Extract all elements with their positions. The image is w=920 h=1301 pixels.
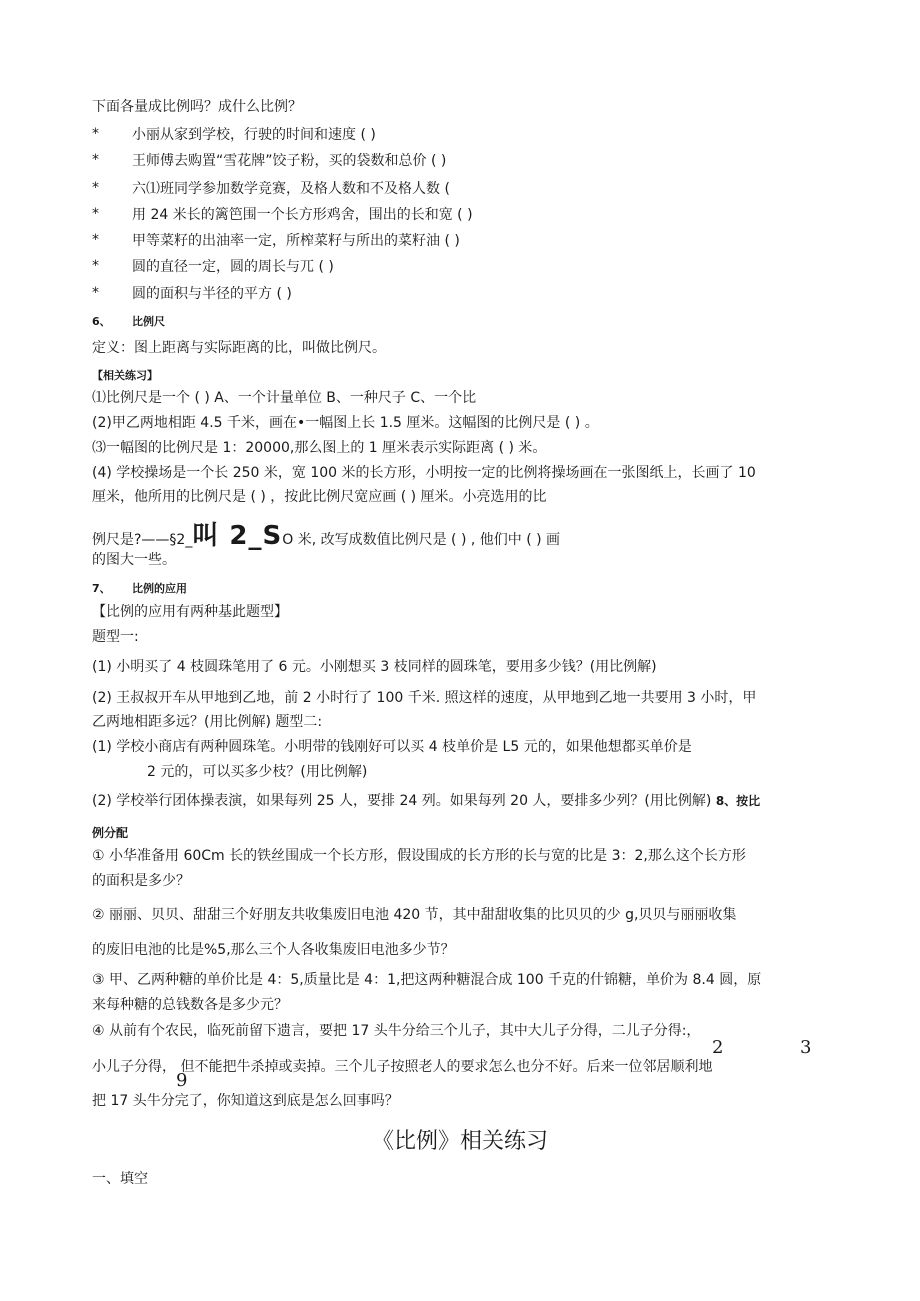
s8-question-4-line-2: 小儿子分得， 但不能把牛杀掉或卖掉。三个儿子按照老人的要求怎么也分不好。后来一位邻居顺利地 <box>92 1059 713 1075</box>
type-2-question-2-text: (2) 学校举行团体操表演，如果每列 25 人，要排 24 列。如果每列 20 人，要排多少列？(用比例解) <box>92 793 716 809</box>
s8-question-2-line-1: ② 丽丽、贝贝、甜甜三个好朋友共收集废旧电池 420 节，其中甜甜收集的比贝贝的少 g,贝贝与丽丽收集 <box>92 907 737 923</box>
section-6-title: 比例尺 <box>132 315 165 328</box>
bullet-marker: * <box>92 152 99 168</box>
bullet-marker: * <box>92 180 99 196</box>
s8-question-3-line-2: 来每种糖的总钱数各是多少元？ <box>92 997 288 1013</box>
q5-item: 用 24 米长的篱笆围一个长方形鸡舍，围出的长和宽 ( ) <box>132 207 473 223</box>
practice-item-2: (2)甲乙两地相距 4.5 千米，画在•一幅图上长 1.5 厘米。这幅图的比例尺是 ( ) 。 <box>92 415 599 431</box>
q5-item: 王师傅去购置“雪花牌”饺子粉，买的袋数和总价 ( ) <box>132 153 447 169</box>
section-8-title: 8、按比 <box>715 794 761 808</box>
s8-question-4-line-1: ④ 从前有个农民，临死前留下遗言，要把 17 头牛分给三个儿子，其中大儿子分得，二儿子分得:， <box>92 1023 701 1039</box>
s8-question-1-line-2: 的面积是多少？ <box>92 873 190 889</box>
bullet-marker: * <box>92 258 99 274</box>
type-2-question-2 <box>92 792 760 810</box>
q5-item: 圆的直径一定，圆的周长与兀 ( ) <box>132 259 334 275</box>
q5-item: 六⑴班同学参加数学竞赛，及格人数和不及格人数 ( <box>132 181 450 197</box>
practice-item-4-line-4: 的图大一些。 <box>92 552 176 568</box>
fraction-digit: 2 <box>712 1037 724 1058</box>
practice-item-4-line-3 <box>92 522 560 554</box>
practice-item-3: ⑶一幅图的比例尺是 1：20000,那么图上的 1 厘米表示实际距离 ( ) 米。 <box>92 440 547 456</box>
q5-item: 甲等菜籽的出油率一定，所榨菜籽与所出的菜籽油 ( ) <box>132 233 460 249</box>
section-6-number: 6、 <box>92 315 111 328</box>
type-2-question-1-line-1: (1) 学校小商店有两种圆珠笔。小明带的钱刚好可以买 4 枝单价是 L5 元的，如果他想都买单价是 <box>92 739 692 755</box>
practice-item-4-line-2: 厘米，他所用的比例尺是 ( ) ，按此比例尺宽应画 ( ) 厘米。小亮选用的比 <box>92 489 547 505</box>
s8-question-4-line-3: 把 17 头牛分完了，你知道这到底是怎么回事吗？ <box>92 1093 399 1109</box>
q5-intro: 下面各量成比例吗？成什么比例？ <box>92 99 302 115</box>
bullet-marker: * <box>92 206 99 222</box>
type-1-question-2-line-1: (2) 王叔叔开车从甲地到乙地，前 2 小时行了 100 千米. 照这样的速度，从甲地到乙地一共要用 3 小时，甲 <box>92 690 757 706</box>
type-2-question-1-line-2: 2 元的，可以买多少枝？(用比例解) <box>147 764 368 780</box>
q5-item: 小丽从家到学校，行驶的时间和速度 ( ) <box>132 127 376 143</box>
fill-heading: 一、填空 <box>92 1171 148 1187</box>
section-8-title-cont: 例分配 <box>92 826 129 840</box>
s8-question-2-line-2: 的废旧电池的比是%5,那么三个人各收集废旧电池多少节？ <box>92 942 455 958</box>
practice-item-1: ⑴比例尺是一个 ( ) A、一个计量单位 B、一种尺子 C、一个比 <box>92 390 477 406</box>
bullet-marker: * <box>92 126 99 142</box>
scale-ocr-glyphs: 叫 2_S <box>192 521 283 551</box>
s8-question-1-line-1: ① 小华准备用 60Cm 长的铁丝围成一个长方形，假设围成的长方形的长与宽的比是 3：2,那么这个长方形 <box>92 848 746 864</box>
section-7-title: 比例的应用 <box>132 582 187 595</box>
type-1-label: 题型一: <box>92 629 139 645</box>
section-7-heading: 【比例的应用有两种基此题型】 <box>92 604 288 620</box>
section-6-definition: 定义：图上距离与实际距离的比，叫做比例尺。 <box>92 340 386 356</box>
section-7-number: 7、 <box>92 582 111 595</box>
bullet-marker: * <box>92 232 99 248</box>
section-title: 《比例》相关练习 <box>371 1129 548 1154</box>
type-1-question-2-line-2: 乙两地相距多远？(用比例解) 题型二: <box>92 714 323 730</box>
q5-item: 圆的面积与半径的平方 ( ) <box>132 286 292 302</box>
s8-question-3-line-1: ③ 甲、乙两种糖的单价比是 4：5,质量比是 4：1,把这两种糖混合成 100 千克的什锦糖，单价为 8.4 圆，原 <box>92 972 762 988</box>
fraction-digit: 9 <box>176 1070 188 1091</box>
practice-item-4-line-1: (4) 学校操场是一个长 250 米，宽 100 米的长方形，小明按一定的比例将操场画在一张图纸上，长画了 10 <box>92 465 756 481</box>
scale-text-a: 例尺是?——§2_ <box>92 532 193 548</box>
bullet-marker: * <box>92 285 99 301</box>
practice-label: 【相关练习】 <box>92 369 158 382</box>
type-1-question-1: (1) 小明买了 4 枝圆珠笔用了 6 元。小刚想买 3 枝同样的圆珠笔，要用多少钱？(用比例解) <box>92 659 657 675</box>
fraction-digit: 3 <box>800 1037 812 1058</box>
scale-text-b: O 米, 改写成数值比例尺是 ( ) , 他们中 ( ) 画 <box>282 532 561 548</box>
